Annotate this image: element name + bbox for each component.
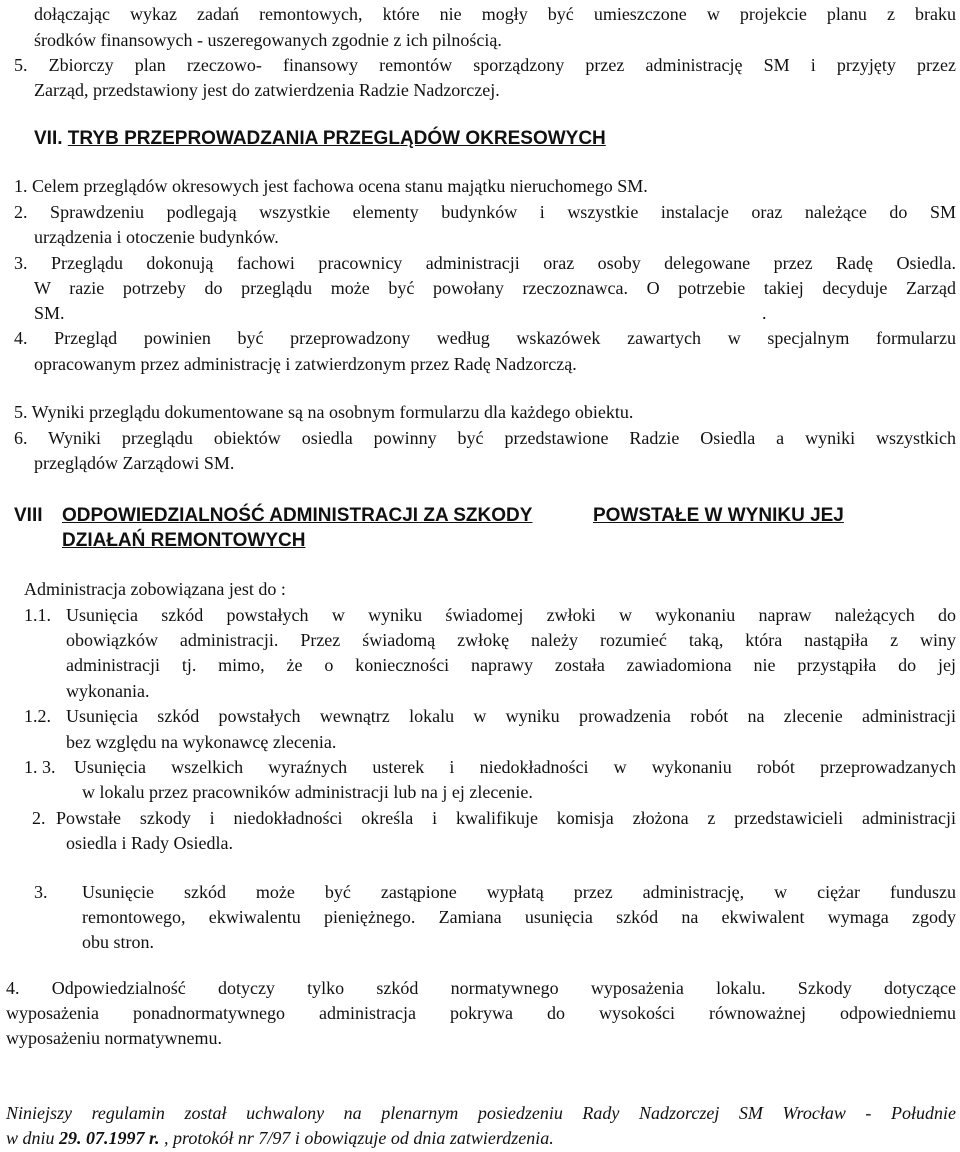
text-line: opracowanym przez administrację i zatwierdzonym przez Radę Nadzorczą. (34, 354, 577, 374)
item-number: 2. (32, 808, 46, 828)
section-number: VII. (34, 128, 68, 149)
text-line: przeglądów Zarządowi SM. (34, 453, 235, 473)
approval-date: 29. 07.1997 r. (59, 1128, 160, 1148)
section-title: DZIAŁAŃ REMONTOWYCH (62, 530, 306, 551)
text-line: Administracja zobowiązana jest do : (24, 579, 286, 599)
list-item: 1. Celem przeglądów okresowych jest fachowa ocena stanu majątku nieruchomego SM. (14, 176, 648, 196)
text-line: dołączając wykaz zadań remontowych, które nie mogły być umieszczone w projekcie planu z braku (34, 4, 956, 24)
text-line: wyposażenia ponadnormatywnego administracja pokrywa do wysokości równoważnej odpowiedniemu (6, 1003, 956, 1023)
text-line (34, 301, 956, 326)
text-line: środków finansowych - uszeregowanych zgodnie z ich pilnością. (34, 30, 502, 50)
text-line: Usunięcia szkód powstałych w wyniku świadomej zwłoki w wykonaniu napraw należących do (66, 605, 956, 625)
text-line: urządzenia i otoczenie budynków. (34, 227, 279, 247)
section-title: ODPOWIEDZIALNOŚĆ ADMINISTRACJI ZA SZKODY (62, 505, 533, 526)
text-line: wyposażeniu normatywnemu. (6, 1028, 222, 1048)
text-line: Usunięcia wszelkich wyraźnych usterek i niedokładności w wykonaniu robót przeprowadzanych (74, 757, 956, 777)
text-line: osiedla i Rady Osiedla. (66, 833, 233, 853)
text-line: bez względu na wykonawcę zlecenia. (66, 732, 337, 752)
section-heading (62, 528, 960, 553)
text-line: wykonania. (66, 681, 150, 701)
text-line: W razie potrzeby do przeglądu może być powołany rzeczoznawca. O potrzebie takiej decyduje Zarząd (34, 278, 956, 298)
item-number: 3. (34, 882, 48, 902)
text-fragment: SM. (34, 303, 65, 323)
text-line: obowiązków administracji. Przez świadomą zwłokę należy rozumieć taką, która nastąpiła z winy (66, 630, 956, 650)
list-item: 6. Wyniki przeglądu obiektów osiedla powinny być przedstawione Radzie Osiedla a wyniki wszystkich (14, 428, 956, 448)
text-line: w lokalu przez pracowników administracji lub na j ej zlecenie. (82, 782, 533, 802)
text-line: 5. Zbiorczy plan rzeczowo- finansowy remontów sporządzony przez administrację SM i przyjęty przez (14, 55, 956, 75)
section-title: POWSTAŁE W WYNIKU JEJ (593, 505, 844, 526)
list-item: 2. Sprawdzeniu podlegają wszystkie elementy budynków i wszystkie instalacje oraz należące do SM (14, 202, 956, 222)
text-line: Zarząd, przedstawiony jest do zatwierdzenia Radzie Nadzorczej. (34, 80, 500, 100)
list-item: 5. Wyniki przeglądu dokumentowane są na osobnym formularzu dla każdego obiektu. (14, 402, 634, 422)
section-title: TRYB PRZEPROWADZANIA PRZEGLĄDÓW OKRESOWYCH (67, 128, 606, 149)
section-number: VIII (14, 505, 43, 526)
item-number: 1.1. (24, 605, 51, 625)
item-number: 1. 3. (24, 757, 56, 777)
text-fragment: . (762, 303, 767, 323)
list-item: 3. Przeglądu dokonują fachowi pracownicy administracji oraz osoby delegowane przez Radę Osiedla. (14, 253, 956, 273)
list-item: 4. Przegląd powinien być przeprowadzony według wskazówek zawartych w specjalnym formularzu (14, 328, 956, 348)
text-line: obu stron. (82, 932, 154, 952)
text-line: Powstałe szkody i niedokładności określa i kwalifikuje komisja złożona z przedstawicieli administracji (56, 808, 956, 828)
section-heading (14, 503, 936, 528)
footer-line: Niniejszy regulamin został uchwalony na plenarnym posiedzeniu Rady Nadzorczej SM Wrocław - Południe (6, 1103, 956, 1123)
footer-line (6, 1126, 928, 1151)
text-line: remontowego, ekwiwalentu pieniężnego. Zamiana usunięcia szkód na ekwiwalent wymaga zgody (82, 907, 956, 927)
text-line: 4. Odpowiedzialność dotyczy tylko szkód normatywnego wyposażenia lokalu. Szkody dotyczące (6, 978, 956, 998)
text-line: Usunięcia szkód powstałych wewnątrz lokalu w wyniku prowadzenia robót na zlecenie administracji (66, 706, 956, 726)
footer-text: , protokół nr 7/97 i obowiązuje od dnia zatwierdzenia. (159, 1128, 554, 1148)
footer-text: w dniu (6, 1128, 60, 1148)
section-heading (34, 126, 956, 151)
text-line: administracji tj. mimo, że o konieczności naprawy została zawiadomiona nie przystąpiła do jej (66, 655, 956, 675)
item-number: 1.2. (24, 706, 51, 726)
text-line: Usunięcie szkód może być zastąpione wypłatą przez administrację, w ciężar funduszu (82, 882, 956, 902)
